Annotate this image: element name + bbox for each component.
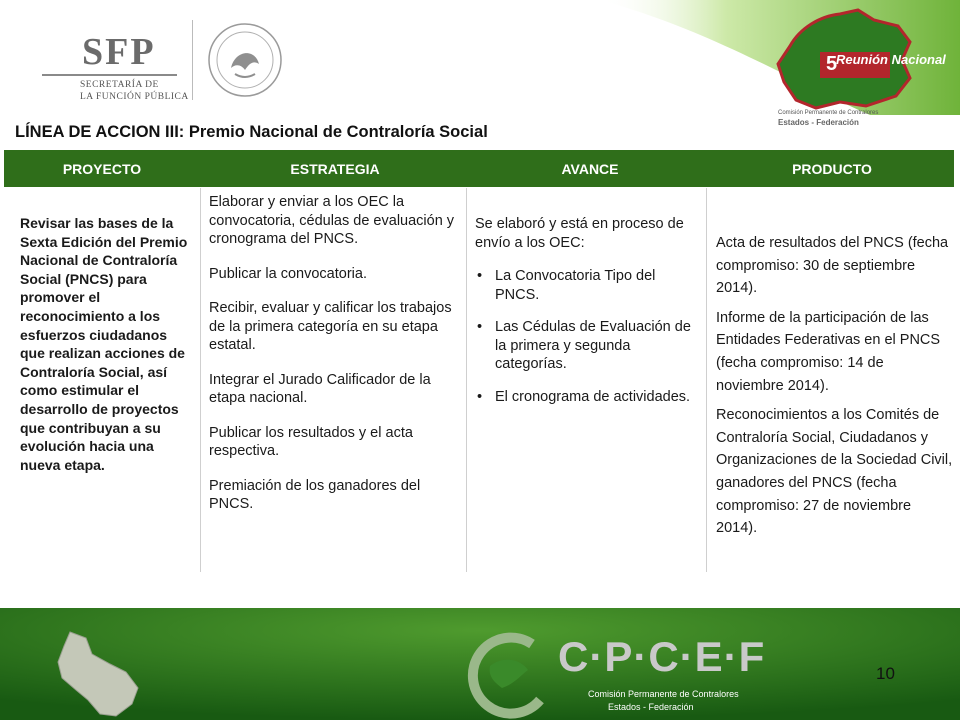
svg-text:5: 5 — [826, 53, 838, 75]
state-map-icon — [40, 628, 150, 718]
sfp-logo: SFP — [82, 31, 156, 73]
estrategia-item: Publicar la convocatoria. — [209, 265, 367, 282]
estrategia-item: Elaborar y enviar a los OEC la convocatoria, cédulas de evaluación y cronograma del PNCS. — [209, 194, 455, 247]
header-avance: AVANCE — [561, 160, 619, 177]
avance-item-text: Las Cédulas de Evaluación de la primera y segunda categorías. — [495, 319, 691, 372]
producto-item: Acta de resultados del PNCS (fecha compromiso: 30 de septiembre 2014). — [716, 235, 949, 297]
column-divider — [706, 188, 707, 572]
cell-estrategia — [209, 193, 459, 530]
header-divider — [192, 20, 193, 100]
avance-list — [475, 267, 703, 406]
slide-header — [0, 0, 960, 127]
reunion-subtitle-2: Estados - Federación — [778, 118, 859, 127]
column-divider — [466, 188, 467, 572]
header-proyecto: PROYECTO — [62, 160, 142, 177]
cpcef-subtitle-1: Comisión Permanente de Contralores — [588, 689, 739, 699]
estrategia-item: Integrar el Jurado Calificador de la etapa nacional. — [209, 371, 431, 406]
list-item — [475, 318, 703, 374]
cpcef-brand: C·P·C·E·F — [558, 633, 766, 680]
header-estrategia: ESTRATEGIA — [290, 160, 380, 177]
sfp-line2: LA FUNCIÓN PÚBLICA — [80, 92, 189, 102]
producto-item: Informe de la participación de las Entidades Federativas en el PNCS (fecha compromiso: 14 de noviembre 2014). — [716, 309, 941, 394]
estrategia-item: Recibir, evaluar y calificar los trabajos de la primera categoría en su etapa estatal. — [209, 300, 452, 353]
bullet-icon: • — [477, 268, 483, 284]
sfp-rule — [42, 74, 177, 76]
list-item — [475, 267, 703, 304]
cpcef-subtitle-2: Estados - Federación — [608, 702, 694, 712]
avance-item-text: El cronograma de actividades. — [495, 388, 691, 405]
reunion-title: Reunión Nacional — [836, 52, 946, 67]
sfp-line1: SECRETARÍA DE — [80, 80, 159, 90]
bullet-icon: • — [477, 319, 483, 335]
cell-producto — [716, 232, 954, 547]
mexico-seal-icon — [205, 20, 285, 100]
cpcef-emblem-icon — [462, 630, 557, 720]
column-divider — [200, 188, 201, 572]
list-item — [475, 388, 703, 407]
estrategia-item: Publicar los resultados y el acta respectiva. — [209, 424, 413, 459]
reunion-subtitle: Comisión Permanente de Contralores — [778, 110, 879, 116]
avance-lead: Se elaboró y está en proceso de envío a los OEC: — [475, 216, 684, 251]
slide-footer — [0, 608, 960, 720]
table-header — [4, 150, 954, 187]
sfp-logo-block — [42, 32, 192, 102]
avance-item-text: La Convocatoria Tipo del PNCS. — [495, 268, 656, 303]
estrategia-item: Premiación de los ganadores del PNCS. — [209, 477, 421, 512]
cell-avance — [475, 215, 703, 420]
producto-item: Reconocimientos a los Comités de Contraloría Social, Ciudadanos y Organizaciones de la Sociedad Civil, ganadores del PNCS (fecha compromiso: 27 de noviembre 2014). — [716, 407, 953, 537]
bullet-icon: • — [477, 388, 483, 405]
page-number: 10 — [876, 664, 895, 683]
cell-proyecto: Revisar las bases de la Sexta Edición del Premio Nacional de Contraloría Social (PNCS) para promover el reconocimiento a los esfuerzos ciudadanos que realizan acciones de Contraloría Social, así como estimular el desarrollo de proyectos que contribuyan a su evolución hacia una nueva etapa. — [20, 215, 188, 473]
page-title: LÍNEA DE ACCION III: Premio Nacional de Contraloría Social — [15, 123, 488, 141]
header-producto: PRODUCTO — [792, 160, 872, 177]
